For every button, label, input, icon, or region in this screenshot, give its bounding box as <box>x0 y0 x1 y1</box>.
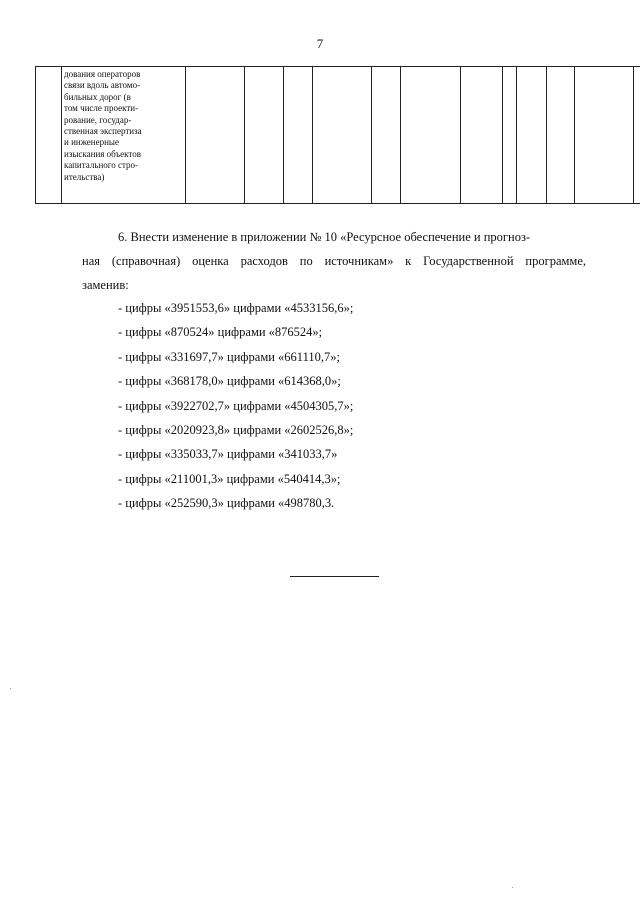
table-cell-description <box>62 67 186 204</box>
amendment-paragraph-line: заменив: <box>82 278 129 292</box>
description-line: капитального стро- <box>64 160 139 171</box>
replacement-item: - цифры «252590,3» цифрами «498780,3. <box>118 496 335 511</box>
description-line: рование, государ- <box>64 114 132 125</box>
table-cell-empty <box>461 67 503 204</box>
description-line: и инженерные <box>64 137 119 148</box>
table-cell-empty <box>313 67 372 204</box>
table-cell-empty <box>284 67 313 204</box>
table-cell-empty <box>245 67 284 204</box>
description-line: изыскания объектов <box>64 148 141 159</box>
amendment-paragraph-line: ная (справочная) оценка расходов по источникам» к Государственной программе, <box>82 254 586 268</box>
replacement-item: - цифры «2020923,8» цифрами «2602526,8»; <box>118 423 354 438</box>
table-cell-empty <box>401 67 461 204</box>
table-fragment <box>35 66 640 204</box>
table-cell-empty <box>503 67 517 204</box>
end-of-document-rule <box>290 576 379 577</box>
table-cell-empty <box>372 67 401 204</box>
description-line: ительства) <box>64 171 105 182</box>
description-line: том числе проекти- <box>64 103 139 114</box>
replacement-item: - цифры «870524» цифрами «876524»; <box>118 325 323 340</box>
table-cell-empty <box>575 67 634 204</box>
description-line: бильных дорог (в <box>64 91 131 102</box>
replacement-item: - цифры «3922702,7» цифрами «4504305,7»; <box>118 398 354 413</box>
page-number: 7 <box>316 36 324 51</box>
replacement-item: - цифры «335033,7» цифрами «341033,7» <box>118 447 338 462</box>
table-cell-empty <box>186 67 245 204</box>
table-cell-empty <box>634 67 640 204</box>
scan-speck <box>512 887 513 888</box>
replacement-list <box>118 296 353 516</box>
description-line: связи вдоль автомо- <box>64 80 141 91</box>
replacement-item: - цифры «331697,7» цифрами «661110,7»; <box>118 349 340 364</box>
table-cell-number <box>36 67 62 204</box>
scan-speck <box>10 688 11 689</box>
replacement-item: - цифры «3951553,6» цифрами «4533156,6»; <box>118 301 354 315</box>
table-row <box>36 67 640 204</box>
table-cell-empty <box>547 67 575 204</box>
replacement-item: - цифры «368178,0» цифрами «614368,0»; <box>118 374 341 389</box>
amendment-paragraph-line: 6. Внести изменение в приложении № 10 «Ресурсное обеспечение и прогноз- <box>118 230 531 244</box>
description-line: ственная экспертиза <box>64 126 142 137</box>
replacement-item: - цифры «211001,3» цифрами «540414,3»; <box>118 471 341 486</box>
description-line: дования операторов <box>64 69 141 79</box>
table-cell-empty <box>517 67 547 204</box>
